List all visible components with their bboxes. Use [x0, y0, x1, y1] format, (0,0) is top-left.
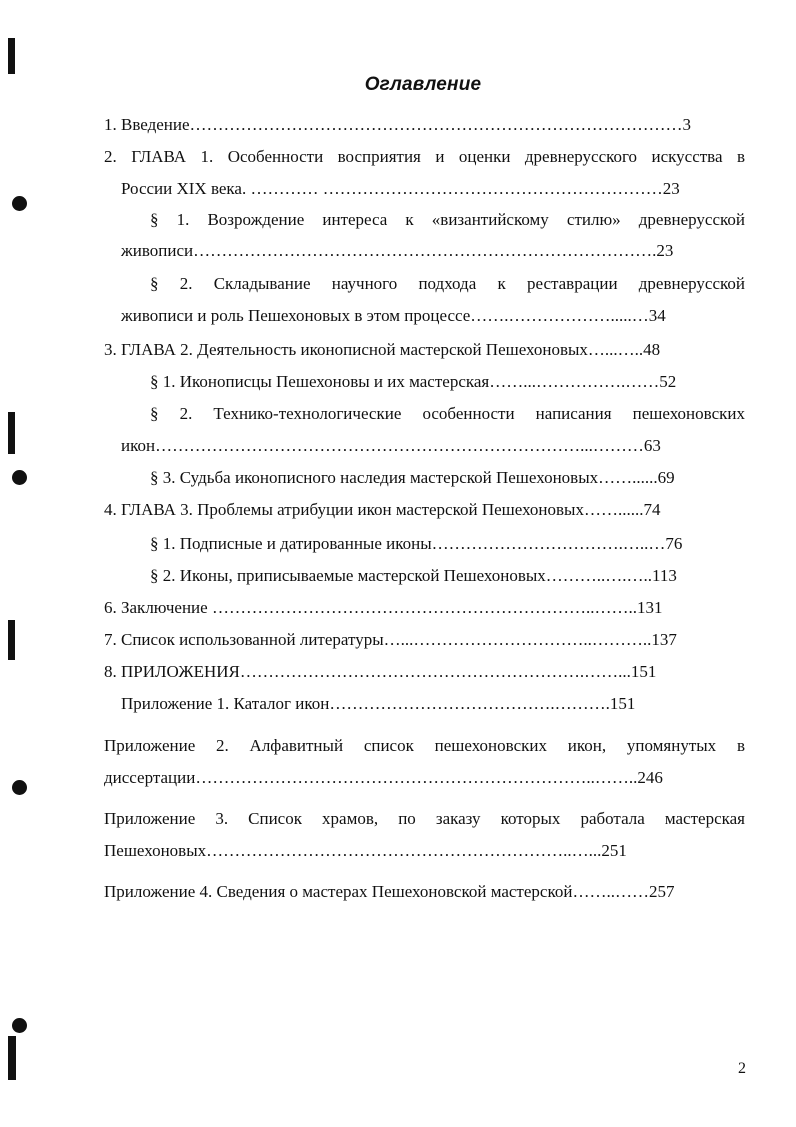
- toc-entry-appendix-3-line-2: Пешехоновых………………………………………………………..…...251: [104, 841, 627, 860]
- toc-entry-bibliography: 7. Список использованной литературы…...…………………………..………..137: [104, 630, 677, 649]
- toc-entry-appendix-1: Приложение 1. Каталог икон………………………………….……….151: [121, 694, 636, 713]
- toc-entry-section-3-2: § 2. Иконы, приписываемые мастерской Пешехоновых………..….…..113: [150, 566, 677, 585]
- toc-entry-chapter-1-line-2: России XIX века. ………… ……………………………………………………23: [121, 179, 680, 198]
- toc-entry-introduction: 1. Введение……………………………………………………………………………3: [104, 115, 692, 134]
- toc-entry-appendix-2-line-1: Приложение 2. Алфавитный список пешехоновских икон, упомянутых в: [104, 736, 745, 755]
- scan-mark-bar: [8, 1036, 16, 1080]
- page-title: Оглавление: [364, 74, 482, 95]
- toc-entry-chapter-1-line-1: 2. ГЛАВА 1. Особенности восприятия и оценки древнерусского искусства в: [104, 147, 745, 166]
- toc-entry-section-2-2-line-1: § 2. Технико-технологические особенности написания пешехоновских: [150, 404, 745, 423]
- binder-hole: [12, 470, 27, 485]
- toc-entry-appendix-4: Приложение 4. Сведения о мастерах Пешехоновской мастерской……..……257: [104, 882, 675, 901]
- toc-entry-section-2-1: § 1. Иконописцы Пешехоновы и их мастерская……...…………….……52: [150, 372, 677, 391]
- binder-hole: [12, 1018, 27, 1033]
- toc-entry-appendix-2-line-2: диссертации……………………………………………………………..……..246: [104, 768, 663, 787]
- scan-mark-bar: [8, 38, 15, 74]
- page-number: 2: [738, 1060, 746, 1077]
- toc-entry-chapter-2: 3. ГЛАВА 2. Деятельность иконописной мастерской Пешехоновых…...…..48: [104, 340, 661, 359]
- scan-mark-bar: [8, 412, 15, 454]
- toc-entry-section-3-1: § 1. Подписные и датированные иконы…………………………….…..…76: [150, 534, 683, 553]
- toc-entry-section-2-2-line-2: икон…………………………………………………………………...………63: [121, 436, 661, 455]
- toc-entry-conclusion: 6. Заключение …………………………………………………………..……..131: [104, 598, 663, 617]
- toc-entry-section-1-2-line-1: § 2. Складывание научного подхода к реставрации древнерусской: [150, 274, 745, 293]
- toc-entry-section-1-1-line-1: § 1. Возрождение интереса к «византийскому стилю» древнерусской: [150, 210, 745, 229]
- toc-entry-section-1-1-line-2: живописи……………………………………………………………………….23: [121, 241, 674, 260]
- binder-hole: [12, 196, 27, 211]
- scan-mark-bar: [8, 620, 15, 660]
- toc-entry-section-1-2-line-2: живописи и роль Пешехоновых в этом процессе…….……………….....…34: [121, 306, 666, 325]
- toc-entry-appendices: 8. ПРИЛОЖЕНИЯ…………………………………………………….……...151: [104, 662, 657, 681]
- toc-entry-section-2-3: § 3. Судьба иконописного наследия мастерской Пешехоновых……......69: [150, 468, 675, 487]
- toc-entry-chapter-3: 4. ГЛАВА 3. Проблемы атрибуции икон мастерской Пешехоновых……......74: [104, 500, 661, 519]
- binder-hole: [12, 780, 27, 795]
- toc-entry-appendix-3-line-1: Приложение 3. Список храмов, по заказу которых работала мастерская: [104, 809, 745, 828]
